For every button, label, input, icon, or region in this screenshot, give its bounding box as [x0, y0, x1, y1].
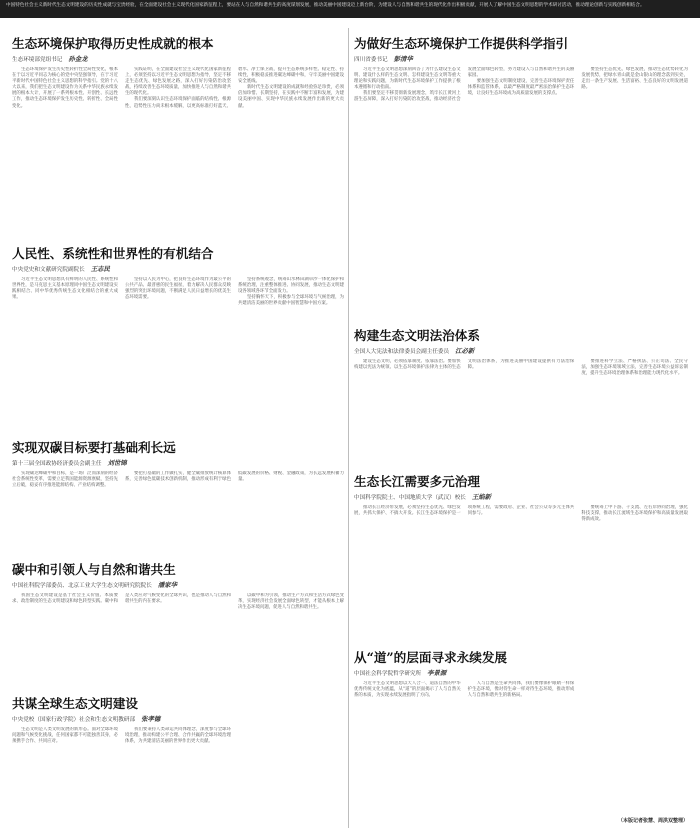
article-body — [12, 471, 344, 555]
byline — [12, 580, 344, 589]
author: 王志民 — [90, 265, 110, 273]
byline-org: 中国科学院院士、中国地质大学（武汉）校长 — [354, 495, 466, 501]
byline-org: 生态环境部党组书记 — [12, 57, 63, 63]
byline — [354, 668, 688, 677]
article-body — [12, 277, 344, 433]
paragraph: 实践证明，在全面建设社会主义现代化国家新征程上，必须坚持以习近平生态文明思想为指导，坚定不移走生态优先、绿色发展之路，深入打好污染防治攻坚战，持续改善生态环境质量，加快推进人与自然和谐共生的现代化。 — [125, 67, 231, 97]
paragraph: 我们要秉持人类命运共同体理念，深度参与全球环境治理，推动构建公平合理、合作共赢的全球环境治理体系，为共建清洁美丽的世界作出更大贡献。 — [125, 727, 231, 745]
article-a8 — [354, 474, 688, 644]
author: 李景源 — [427, 669, 447, 677]
author: 潘家华 — [157, 581, 178, 589]
headline: 生态长江需要多元治理 — [354, 474, 480, 489]
byline-org: 全国人大宪法和法律委员会副主任委员 — [354, 349, 450, 355]
article-body — [12, 727, 344, 831]
byline-org: 中央党校（国家行政学院）社会和生态文明教研部 — [12, 717, 136, 723]
byline-org: 四川省委书记 — [354, 57, 388, 63]
article-a5 — [12, 696, 344, 832]
author: 王焰新 — [471, 493, 492, 501]
article-body — [12, 593, 344, 687]
paragraph: 要坚持生态优先、绿色发展，推动生态优势转化为发展优势，把绿水青山就是金山银山的理念落到实处，走出一条生产发展、生活富裕、生态良好的文明发展道路。 — [581, 67, 688, 91]
article-body — [12, 67, 344, 239]
article-body — [354, 359, 688, 467]
paragraph: 坚持系统观念，统筹山水林田湖草沙一体化保护和系统治理，注重整体推进、协同发展，推动生态文明建设各领域各环节全面发力。 — [238, 277, 344, 295]
header-strip: 中国特色社会主义新时代生态文明建设的历史性成就与宝贵经验，在全面建设社会主义现代化国家新征程上，要站在人与自然和谐共生的高度谋划发展，推动美丽中国建设迈上新台阶，为建设人与自然和谐共生的现代化作出积极贡献，开展人了解中国生态文明思想的学术研讨活动，推动理论创新与实践创新相结合。 — [0, 0, 700, 18]
article-body — [354, 681, 688, 821]
paragraph: 我们要坚定不移贯彻新发展理念，筑牢长江黄河上游生态屏障，深入打好污染防治攻坚战，推动经济社会发展全面绿色转型，努力建设人与自然和谐共生的美丽家园。 — [354, 67, 575, 103]
article-a1 — [12, 36, 344, 240]
paragraph: 坚持胸怀天下，积极参与全球环境与气候治理，为共建清洁美丽的世界贡献中国智慧和中国方案。 — [238, 295, 344, 307]
article-a7 — [354, 328, 688, 468]
right-column — [354, 28, 688, 834]
article-a2 — [12, 246, 344, 434]
left-column — [12, 28, 344, 834]
headline: 为做好生态环境保护工作提供科学指引 — [354, 36, 569, 51]
headline: 实现双碳目标要打基础利长远 — [12, 440, 176, 455]
byline-org: 中国社科院学部委员、北京工业大学生态文明研究院院长 — [12, 583, 152, 589]
paragraph: 坚持以人民为中心，把良好生态环境作为最公平的公共产品、最普惠的民生福祉，着力解决人民群众反映强烈的突出环境问题，不断满足人民日益增长的优美生态环境需要。 — [125, 277, 231, 301]
article-a4 — [12, 562, 344, 688]
editor-note: （本版记者张慧、周洪双整理） — [617, 818, 688, 824]
column-divider — [348, 28, 349, 828]
paragraph: 要加强生态文明制度建设，完善生态环境保护责任体系和监管体系，以最严格制度最严密法治保护生态环境，让良好生态环境成为高质量发展的支撑点。 — [467, 79, 575, 97]
headline: 人民性、系统性和世界性的有机结合 — [12, 246, 214, 261]
paragraph: 人与自然是生命共同体，我们要像保护眼睛一样保护生态环境，像对待生命一样对待生态环境，推动形成人与自然和谐共生的新格局。 — [467, 681, 575, 699]
paragraph: 习近平生态文明思想深刻回答了为什么建设生态文明、建设什么样的生态文明、怎样建设生态文明等重大理论和实践问题，为新时代生态环境保护工作提供了根本遵循和行动指南。 — [354, 67, 461, 91]
byline-org: 中国社会科学院哲学研究所 — [354, 671, 422, 677]
byline — [12, 714, 344, 723]
byline — [354, 492, 688, 501]
paragraph: 要把打基础的工作做扎实，健全碳排放统计核算体系，完善绿色低碳技术创新机制，推动形成有利于绿色低碳发展的价格、财税、金融政策，为长远发展积蓄力量。 — [125, 471, 344, 483]
article-a9 — [354, 650, 688, 834]
article-body — [354, 505, 688, 643]
headline: 构建生态文明法治体系 — [354, 328, 480, 343]
paragraph: 要推进科学立法、严格执法、公正司法、全民守法，加强生态环境领域立法，完善生态环境公益诉讼制度，提升生态环境治理体系和治理能力现代化水平。 — [581, 359, 688, 377]
paragraph: 实现碳达峰碳中和目标，是一场广泛而深刻的经济社会系统性变革，需要立足我国能源资源禀赋，坚持先立后破，稳妥有序推进能源结构、产业结构调整。 — [12, 471, 118, 489]
author: 江必新 — [455, 347, 475, 355]
paragraph: 以碳中和为引领，推动生产方式和生活方式绿色变革，实现经济社会发展全面绿色转型，才能从根本上解决生态环境问题，促进人与自然和谐共生。 — [238, 593, 344, 611]
author: 刘世锦 — [107, 459, 127, 467]
headline: 共谋全球生态文明建设 — [12, 696, 138, 711]
byline-org: 中央党史和文献研究院副院长 — [12, 267, 85, 273]
paragraph: 生态文明是人类文明发展的新形态。面对全球环境问题和气候变化挑战，任何国家都不可能独善其身，必须携手合作、共同应对。 — [12, 727, 118, 745]
paragraph: 我国生态文明建设是基于社会主义价值、本质要求、政治制度的生态文明建设和绿色转型实践。碳中和是人类应对气候变化的全球共识，也是推动人与自然和谐共生的内在要求。 — [12, 593, 231, 605]
paragraph: 习近平生态文明思想具有鲜明的人民性、系统性和世界性，是马克思主义基本原理同中国生态文明建设实践相结合、同中华优秀传统生态文化相结合的重大成果。 — [12, 277, 118, 301]
paragraph: 建设生态文明，必须依靠制度、依靠法治。要加快构建以宪法为统领、以生态环境保护法律为主体的生态文明法治体系，为推进美丽中国建设提供有力法治保障。 — [354, 359, 575, 371]
article-a6 — [354, 36, 688, 318]
article-body — [354, 67, 688, 317]
author: 张孝德 — [141, 715, 161, 723]
author: 孙金龙 — [68, 55, 88, 63]
paragraph: 我们要深刻认识生态环境保护面临的结构性、根源性、趋势性压力尚未根本缓解，以更高标准打好蓝天、碧水、净土保卫战，提升生态系统多样性、稳定性、持续性，积极稳妥推进碳达峰碳中和，守牢美丽中国建设安全底线。 — [125, 67, 344, 109]
article-a3 — [12, 440, 344, 556]
paragraph: 新时代生态文明建设的成就和经验弥足珍贵，必须倍加珍惜、长期坚持，在实践中不断丰富和发展，为建设美丽中国、实现中华民族永续发展作出新的更大贡献。 — [238, 85, 344, 109]
paragraph: 推动长江经济带发展，必须坚持生态优先、绿色发展，共抓大保护、不搞大开发。长江生态环境保护是一项系统工程，需要政府、企业、社会公众等多元主体共同参与。 — [354, 505, 575, 517]
byline — [12, 458, 344, 467]
byline — [12, 54, 344, 63]
byline — [354, 54, 688, 63]
byline — [12, 264, 344, 273]
byline — [354, 346, 688, 355]
author: 彭清华 — [393, 55, 413, 63]
headline: 碳中和引领人与自然和谐共生 — [12, 562, 176, 577]
headline: 从“道”的层面寻求永续发展 — [354, 650, 508, 665]
paragraph: 习近平生态文明思想以天人合一、道法自然的中华优秀传统文化为底蕴，从“道”的层面揭示了人与自然关系的本质，为实现永续发展指明了方向。 — [354, 681, 461, 699]
paragraph: 要统筹上中下游、干支流、左右岸协同治理，强化科技支撑，推动长江流域生态环境保护和高质量发展取得新成效。 — [581, 505, 688, 523]
byline-org: 第十三届全国政协经济委员会副主任 — [12, 461, 102, 467]
paragraph: 生态环境保护发生历史性转折性全局性变化，根本在于以习近平同志为核心的党中央坚强领导，在于习近平新时代中国特色社会主义思想的科学指引。党的十八大以来，我们把生态文明建设作为关系中华民族永续发展的根本大计，开展了一系列根本性、开创性、长远性工作，推动生态环境保护发生历史性、转折性、全局性变化。 — [12, 67, 118, 109]
headline: 生态环境保护取得历史性成就的根本 — [12, 36, 214, 51]
